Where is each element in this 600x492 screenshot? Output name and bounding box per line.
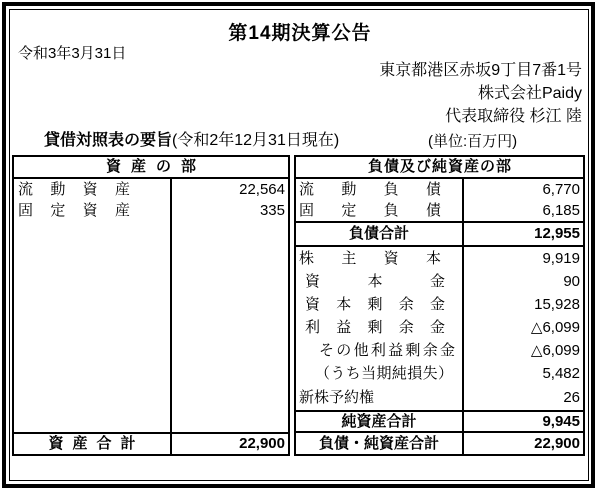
- row-fixed-assets: [14, 200, 288, 221]
- row-net-loss-of-period: [296, 362, 583, 386]
- label-capital-surplus: 資本剰余金: [305, 296, 445, 313]
- page-title: 第14期決算公告: [228, 23, 372, 44]
- value-current-liabilities: 6,770: [542, 181, 580, 198]
- value-retained-earnings: △6,099: [530, 319, 580, 336]
- label-other-retained-earnings: その他利益剰余金: [319, 342, 455, 359]
- label-total-assets: 資産合計: [48, 435, 145, 452]
- value-current-assets: 22,564: [239, 181, 285, 198]
- statement-title: 貸借対照表の要旨: [44, 132, 173, 149]
- value-total-liabilities: 12,955: [534, 225, 580, 242]
- liabilities-column-divider: [462, 179, 464, 454]
- row-total-assets: [14, 432, 288, 454]
- value-other-retained-earnings: △6,099: [530, 342, 580, 359]
- label-fixed-assets: 固定資産: [18, 202, 130, 219]
- value-fixed-assets: 335: [259, 202, 285, 219]
- row-fixed-liabilities: [296, 200, 583, 221]
- row-capital-stock: [296, 270, 583, 293]
- value-total-liabilities-and-net-assets: 22,900: [534, 435, 580, 452]
- value-fixed-liabilities: 6,185: [542, 202, 580, 219]
- value-share-subscription-rights: 26: [563, 389, 580, 406]
- row-total-liabilities-and-net-assets: [296, 433, 583, 454]
- value-total-net-assets: 9,945: [542, 413, 580, 430]
- row-current-liabilities: [296, 179, 583, 200]
- value-shareholders-equity: 9,919: [542, 250, 580, 267]
- label-fixed-liabilities: 固定負債: [299, 202, 441, 219]
- assets-header-label: 資産の部: [105, 158, 206, 175]
- statement-subtitle: [44, 131, 339, 151]
- row-total-net-assets: [296, 410, 583, 433]
- label-total-net-assets: 純資産合計: [341, 413, 417, 430]
- label-current-liabilities: 流動負債: [299, 181, 441, 198]
- unit-note: (単位:百万円): [428, 133, 518, 150]
- row-shareholders-equity: [296, 247, 583, 270]
- assets-column-divider: [170, 179, 172, 454]
- statement-date-note: (令和2年12月31日現在): [172, 132, 340, 149]
- value-capital-surplus: 15,928: [534, 296, 580, 313]
- row-total-liabilities: [296, 221, 583, 247]
- label-capital-stock: 資本金: [305, 273, 445, 290]
- liabilities-header-label: 負債及び純資産の部: [367, 158, 512, 175]
- company-address: 東京都港区赤坂9丁目7番1号: [379, 62, 582, 79]
- company-name: 株式会社Paidy: [477, 85, 582, 102]
- value-net-loss-of-period: 5,482: [542, 365, 580, 382]
- label-net-loss-of-period: （うち当期純損失）: [315, 365, 453, 382]
- label-retained-earnings: 利益剰余金: [305, 319, 445, 336]
- row-other-retained-earnings: [296, 339, 583, 362]
- announcement-date: 令和3年3月31日: [18, 45, 127, 62]
- label-shareholders-equity: 株主資本: [299, 250, 441, 267]
- row-share-subscription-rights: [296, 386, 583, 410]
- row-capital-surplus: [296, 293, 583, 316]
- label-total-liabilities-and-net-assets: 負債・純資産合計: [318, 435, 439, 452]
- label-current-assets: 流動資産: [18, 181, 130, 198]
- label-total-liabilities: 負債合計: [348, 225, 409, 242]
- value-capital-stock: 90: [563, 273, 580, 290]
- representative-name: 代表取締役 杉江 陸: [445, 108, 582, 125]
- assets-table-header: [14, 157, 288, 179]
- assets-empty-space: [14, 221, 288, 432]
- row-current-assets: [14, 179, 288, 200]
- assets-table: [12, 155, 290, 456]
- label-share-subscription-rights: 新株予約権: [299, 389, 375, 406]
- row-retained-earnings: [296, 316, 583, 339]
- liabilities-table-header: [296, 157, 583, 179]
- liabilities-net-assets-table: [294, 155, 585, 456]
- value-total-assets: 22,900: [239, 435, 285, 452]
